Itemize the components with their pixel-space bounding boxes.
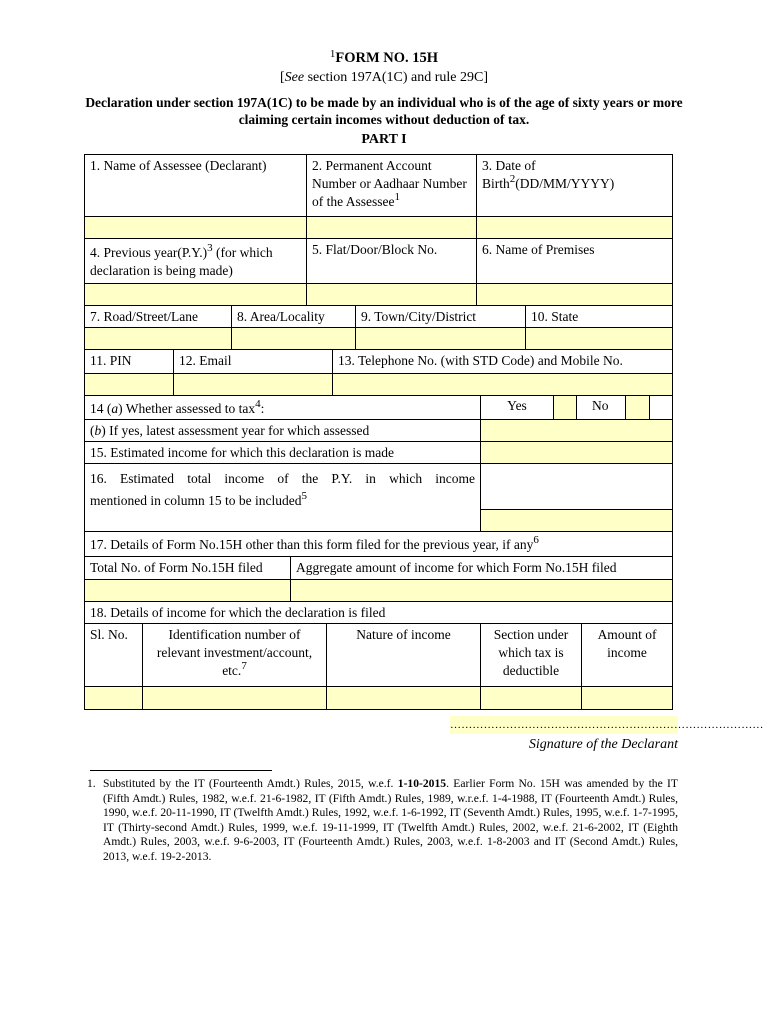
input-latest-assessment-year[interactable] bbox=[480, 419, 673, 442]
footnote-ref: 5 bbox=[301, 490, 307, 502]
see-open-bracket: [ bbox=[279, 70, 285, 85]
footnote-ref: 4 bbox=[255, 398, 261, 410]
input-total-forms-filed[interactable] bbox=[84, 579, 291, 602]
label-text: Yes bbox=[507, 398, 527, 413]
input-aggregate-amount[interactable] bbox=[290, 579, 673, 602]
input-pan-aadhaar[interactable] bbox=[306, 216, 477, 239]
label-estimated-total-income bbox=[84, 463, 481, 532]
label-text: 13. Telephone No. (with STD Code) and Mobile No. bbox=[338, 353, 623, 368]
label-text: (DD/MM/YYYY) bbox=[515, 176, 615, 191]
label-aggregate-amount bbox=[290, 556, 673, 580]
label-text: Aggregate amount of income for which Form No.15H filed bbox=[296, 560, 617, 575]
title-footnote-ref: 1 bbox=[329, 48, 336, 60]
label-text: 14 ( bbox=[90, 401, 112, 416]
input-email[interactable] bbox=[173, 373, 333, 396]
label-flat-door-block bbox=[306, 238, 477, 284]
label-telephone-mobile bbox=[332, 349, 673, 374]
label-text: Total No. of Form No.15H filed bbox=[90, 560, 263, 575]
label-line-1: 16. Estimated total income of the P.Y. in which income bbox=[90, 471, 475, 486]
label-email bbox=[173, 349, 333, 374]
footnote-number: 1. bbox=[87, 777, 96, 790]
label-total-forms-filed bbox=[84, 556, 291, 580]
input-estimated-income[interactable] bbox=[480, 441, 673, 464]
input-amount[interactable] bbox=[581, 686, 673, 710]
label-text: Section under which tax is deductible bbox=[493, 627, 569, 678]
label-text: Sl. No. bbox=[90, 627, 128, 642]
input-town-city-district[interactable] bbox=[355, 327, 526, 350]
footnote-ref: 1 bbox=[394, 191, 400, 203]
input-sl-no[interactable] bbox=[84, 686, 143, 710]
label-text: : bbox=[260, 401, 265, 416]
input-section[interactable] bbox=[480, 686, 582, 710]
blank-cell bbox=[649, 395, 673, 420]
footnote-bold-date: 1-10-2015 bbox=[397, 777, 447, 790]
input-estimated-total-income[interactable] bbox=[480, 509, 673, 532]
label-text: 12. Email bbox=[179, 353, 232, 368]
form-table bbox=[84, 154, 673, 710]
footnote bbox=[87, 777, 678, 864]
label-road-street-lane bbox=[84, 305, 232, 328]
label-text: (for which declaration is being made) bbox=[90, 245, 273, 278]
label-estimated-income bbox=[84, 441, 481, 464]
label-date-of-birth bbox=[476, 154, 673, 217]
label-name-of-assessee bbox=[84, 154, 307, 217]
checkbox-no[interactable] bbox=[625, 395, 650, 420]
input-area-locality[interactable] bbox=[231, 327, 356, 350]
label-text: ) Whether assessed to tax bbox=[118, 401, 256, 416]
label-pan-aadhaar bbox=[306, 154, 477, 217]
col-header-amount bbox=[581, 623, 673, 687]
declaration-heading: Declaration under section 197A(1C) to be made by an individual who is of the age of sixty years or more claiming certain incomes without deduction of tax. bbox=[85, 95, 683, 127]
label-area-locality bbox=[231, 305, 356, 328]
label-text: 7. Road/Street/Lane bbox=[90, 309, 198, 324]
label-text: Identification number of relevant investment/account, etc. bbox=[156, 627, 313, 678]
signature-field[interactable]: ………………………………………………………………………… bbox=[450, 716, 678, 734]
input-name-of-premises[interactable] bbox=[476, 283, 673, 306]
footnote-text-rest: . Earlier Form No. 15H was amended by the IT (Fifth Amdt.) Rules, 1982, w.e.f. 21-6-1982, IT (Fifth Amdt.) Rules, 1989, w.r.e.f. 1-4-1988, IT (Fourteenth Amdt.) Rules, 1990, w.e.f. 20-11-1990, IT (Twelfth Amdt.) Rules, 1992, w.e.f. 1-6-1992, IT (Seventh Amdt.) Rules, 1995, w.e.f. 1-7-1995, IT (Thirty-second Amdt.) Rules, 1999, w.e.f. 19-11-1999, IT (Twelfth Amdt.) Rules, 2002, w.e.f. 21-6-2002, IT (Eighth Amdt.) Rules, 2003, w.e.f. 9-6-2003, IT (Fourteenth Amdt.) Rules, 2003, w.e.f. 1-8-2003 and IT (Second Amdt.) Rules, 2013, w.e.f. 19-2-2013. bbox=[103, 777, 678, 863]
input-telephone-mobile[interactable] bbox=[332, 373, 673, 396]
see-reference bbox=[0, 70, 768, 86]
label-text: No bbox=[592, 398, 609, 413]
label-line-2: mentioned in column 15 to be included$^5$ bbox=[90, 490, 307, 508]
label-text: 11. PIN bbox=[90, 353, 132, 368]
signature-label: Signature of the Declarant bbox=[528, 737, 678, 752]
label-other-form-details bbox=[84, 531, 673, 557]
col-header-sl-no bbox=[84, 623, 143, 687]
label-text: 18. Details of income for which the declaration is filed bbox=[90, 605, 386, 620]
input-nature[interactable] bbox=[326, 686, 481, 710]
label-text: 10. State bbox=[531, 309, 579, 324]
label-income-details bbox=[84, 601, 673, 624]
input-road-street-lane[interactable] bbox=[84, 327, 232, 350]
input-date-of-birth[interactable] bbox=[476, 216, 673, 239]
footnote-ref: 7 bbox=[241, 660, 247, 672]
label-text: Nature of income bbox=[356, 627, 451, 642]
label-text: 8. Area/Locality bbox=[237, 309, 325, 324]
label-latest-assessment-year bbox=[84, 419, 481, 442]
footnote-ref: 2 bbox=[509, 173, 516, 185]
label-text: 2. Permanent Account Number or Aadhaar Number of the Assessee bbox=[312, 158, 467, 209]
label-yes bbox=[480, 395, 554, 420]
label-pin bbox=[84, 349, 174, 374]
checkbox-yes[interactable] bbox=[553, 395, 577, 420]
footnote-ref: 3 bbox=[207, 242, 213, 254]
label-text: 4. Previous year(P.Y.) bbox=[90, 245, 208, 260]
label-text: Amount of income bbox=[597, 627, 657, 660]
label-assessed-to-tax bbox=[84, 395, 481, 420]
label-name-of-premises bbox=[476, 238, 673, 284]
input-pin[interactable] bbox=[84, 373, 174, 396]
footnote-ref: 6 bbox=[533, 534, 539, 546]
label-state bbox=[525, 305, 673, 328]
input-name-of-assessee[interactable] bbox=[84, 216, 307, 239]
input-identification[interactable] bbox=[142, 686, 327, 710]
col-header-identification bbox=[142, 623, 327, 687]
label-text: 17. Details of Form No.15H other than this form filed for the previous year, if any bbox=[90, 537, 534, 552]
label-text: 1. Name of Assessee (Declarant) bbox=[90, 158, 267, 173]
part-heading: PART I bbox=[361, 132, 407, 147]
see-rest: section 197A(1C) and rule 29C] bbox=[304, 70, 489, 85]
label-text: 15. Estimated income for which this declaration is made bbox=[90, 445, 395, 460]
label-text-italic: a bbox=[111, 401, 119, 416]
footnote-divider bbox=[90, 770, 272, 771]
label-previous-year bbox=[84, 238, 307, 284]
input-state[interactable] bbox=[525, 327, 673, 350]
label-text: 5. Flat/Door/Block No. bbox=[312, 242, 438, 257]
label-text: ( bbox=[90, 423, 95, 438]
blank-cell bbox=[480, 463, 673, 510]
label-text: 9. Town/City/District bbox=[361, 309, 477, 324]
label-town-city-district bbox=[355, 305, 526, 328]
input-previous-year[interactable] bbox=[84, 283, 307, 306]
col-header-nature bbox=[326, 623, 481, 687]
col-header-section bbox=[480, 623, 582, 687]
form-title bbox=[0, 48, 768, 67]
see-italic: See bbox=[284, 70, 305, 85]
form-title-text: FORM NO. 15H bbox=[335, 50, 439, 66]
label-text: 3. Date of Birth bbox=[482, 158, 536, 191]
label-text-italic: b bbox=[94, 423, 102, 438]
input-flat-door-block[interactable] bbox=[306, 283, 477, 306]
footnote-text: Substituted by the IT (Fourteenth Amdt.) Rules, 2015, w.e.f. bbox=[103, 777, 398, 790]
label-no bbox=[576, 395, 626, 420]
label-text: 6. Name of Premises bbox=[482, 242, 595, 257]
label-text: ) If yes, latest assessment year for which assessed bbox=[101, 423, 370, 438]
